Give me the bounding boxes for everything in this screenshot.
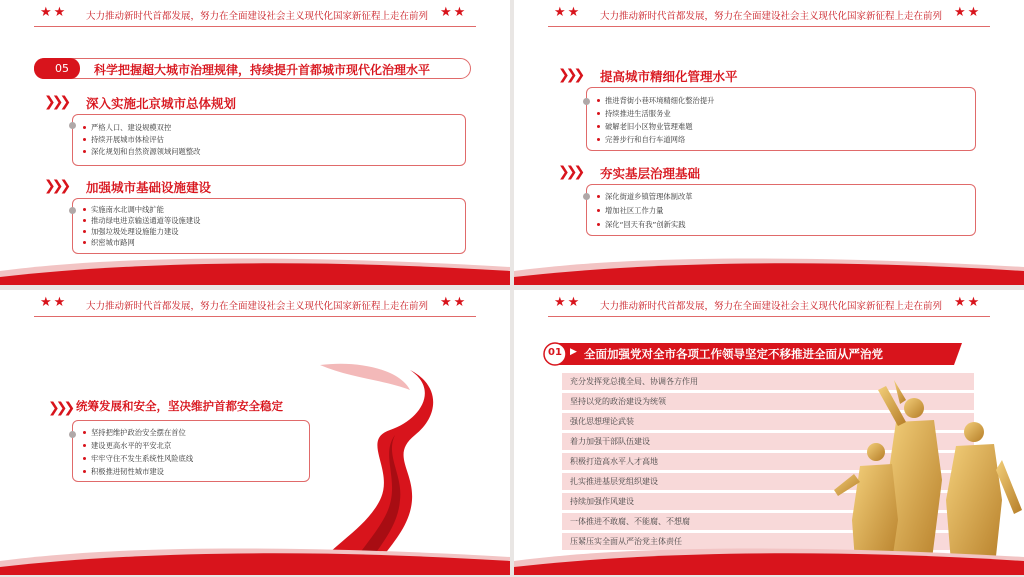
list-item: 加强垃圾处理设施能力建设 (91, 227, 179, 236)
slide-1[interactable] (0, 0, 510, 285)
list-item: 着力加强干部队伍建设 (570, 437, 650, 446)
list-item: 压紧压实全面从严治党主体责任 (570, 537, 682, 546)
section-title: 提高城市精细化管理水平 (600, 69, 738, 84)
red-wave-decoration (514, 539, 1024, 575)
list-item: 建设更高水平的平安北京 (91, 441, 172, 450)
arrow-right-icon: ▶ (570, 347, 577, 357)
header-slogan: 大力推动新时代首都发展，努力在全面建设社会主义现代化国家新征程上走在前列 (600, 11, 943, 22)
star-icon: ★★ (954, 295, 982, 310)
section-title: 夯实基层治理基础 (600, 166, 701, 181)
header-divider (34, 316, 476, 317)
item-box (586, 87, 976, 151)
section-title: 统筹发展和安全，坚决维护首都安全稳定 (76, 399, 283, 413)
list-item: 推进背街小巷环境精细化整治提升 (605, 96, 715, 105)
section-number: 05 (55, 62, 69, 75)
slide-3[interactable] (0, 290, 510, 575)
item-box (72, 420, 310, 482)
list-item: 强化思想理论武装 (570, 417, 634, 426)
list-item: 充分发挥党总揽全局、协调各方作用 (570, 377, 698, 386)
slide-header (514, 290, 1024, 320)
list-item: 深化规划和自然资源领域问题整改 (91, 147, 201, 156)
item-box (586, 184, 976, 236)
slide-4[interactable] (514, 290, 1024, 575)
list-item: 持续加强作风建设 (570, 497, 634, 506)
list-item: 坚持以党的政治建设为统领 (570, 397, 666, 406)
header-divider (548, 316, 990, 317)
red-wave-decoration (0, 249, 510, 285)
bullet-dot (583, 193, 590, 200)
slide-header (0, 0, 510, 30)
bullet-dot (69, 207, 76, 214)
star-icon: ★★ (40, 5, 68, 20)
header-slogan: 大力推动新时代首都发展，努力在全面建设社会主义现代化国家新征程上走在前列 (600, 301, 943, 312)
slide-2[interactable] (514, 0, 1024, 285)
section-number: 01 (548, 347, 562, 358)
header-slogan: 大力推动新时代首都发展，努力在全面建设社会主义现代化国家新征程上走在前列 (86, 11, 429, 22)
section-title: 深入实施北京城市总体规划 (86, 96, 237, 111)
list-item: 坚持把维护政治安全摆在首位 (91, 428, 186, 437)
bullet-dot (69, 122, 76, 129)
chevron-right-icon: ❯❯❯ (558, 67, 582, 83)
star-icon: ★★ (40, 295, 68, 310)
list-item: 一体推进不敢腐、不能腐、不想腐 (570, 517, 690, 526)
item-box (72, 198, 466, 254)
list-item: 完善步行和自行车道网络 (605, 135, 686, 144)
list-item: 破解老旧小区物业管理难题 (605, 122, 693, 131)
list-item: 积极打造高水平人才高地 (570, 457, 658, 466)
section-title: 加强城市基础设施建设 (86, 180, 212, 195)
header-slogan: 大力推动新时代首都发展，努力在全面建设社会主义现代化国家新征程上走在前列 (86, 301, 429, 312)
list-item: 严格人口、建设规模双控 (91, 123, 172, 132)
header-divider (548, 26, 990, 27)
list-item: 扎实推进基层党组织建设 (570, 477, 658, 486)
list-item: 积极推进韧性城市建设 (91, 467, 164, 476)
item-box (72, 114, 466, 166)
bullet-dot (69, 431, 76, 438)
slide-main-title: 全面加强党对全市各项工作领导坚定不移推进全面从严治党 (584, 347, 883, 361)
list-item: 实施南水北调中线扩能 (91, 205, 164, 214)
list-item: 持续开展城市体检评估 (91, 135, 164, 144)
chevron-right-icon: ❯❯❯ (48, 400, 72, 416)
list-item: 深化“回天有我”创新实践 (605, 220, 686, 229)
list-item: 织密城市路网 (91, 238, 135, 247)
header-divider (34, 26, 476, 27)
chevron-right-icon: ❯❯❯ (558, 164, 582, 180)
chevron-right-icon: ❯❯❯ (44, 94, 68, 110)
slide-main-title: 科学把握超大城市治理规律，持续提升首都城市现代化治理水平 (94, 63, 431, 77)
star-icon: ★★ (554, 295, 582, 310)
chevron-right-icon: ❯❯❯ (44, 178, 68, 194)
red-wave-decoration (514, 249, 1024, 285)
star-icon: ★★ (554, 5, 582, 20)
star-icon: ★★ (440, 5, 468, 20)
bullet-dot (583, 98, 590, 105)
list-item: 增加社区工作力量 (605, 206, 664, 215)
list-item: 深化街道乡镇管理体制改革 (605, 192, 693, 201)
red-wave-decoration (0, 539, 510, 575)
list-item: 持续推进生活服务业 (605, 109, 671, 118)
star-icon: ★★ (954, 5, 982, 20)
list-item: 推动绿电进京输送通道等设施建设 (91, 216, 201, 225)
list-item: 牢牢守住不发生系统性风险底线 (91, 454, 194, 463)
slide-header (514, 0, 1024, 30)
slide-header (0, 290, 510, 320)
star-icon: ★★ (440, 295, 468, 310)
